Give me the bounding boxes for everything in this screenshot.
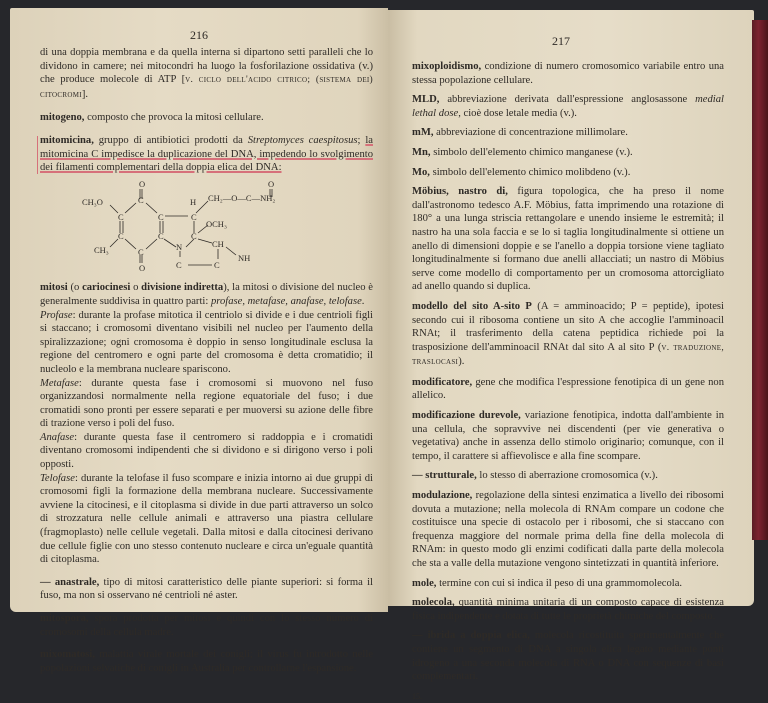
svg-text:O: O — [268, 178, 275, 189]
entry-mo: Mo, simbolo dell'elemento chimico molibdeno (v.). — [412, 166, 631, 178]
svg-text:C: C — [214, 259, 220, 270]
page-number: 217 — [552, 34, 570, 48]
svg-text:C: C — [158, 230, 164, 241]
entry-ibrida: — ibrida a doppia elica, molecola ricostituita sperimentalmente che contiene un segmento di DNA a singola elica legato mediante ponti idrogeno a una seconda molecola di RNA o DNA con sequenze di basi complementari. — [412, 630, 724, 683]
svg-text:CH: CH — [212, 238, 224, 249]
entry-mixoploidismo: mixoploidismo, condizione di numero cromosomico variabile entro una stessa popolazione cellulare. — [412, 61, 724, 86]
entry-mitomicina: mitomicina, gruppo di antibiotici prodotti da Streptomyces caespitosus; la mitomicina C impedisce la duplicazione del DNA, impedendo lo svolgimento dei filamenti complementari della doppia elica del DNA: — [40, 134, 373, 175]
svg-text:C: C — [158, 211, 164, 222]
signature-mark: 15. — [412, 691, 422, 701]
highlighted-text: la mitomicina C impedisce la duplicazione del DNA, impedendo lo svolgimento dei filamenti complementari della doppia elica del DNA: — [40, 134, 373, 174]
entry-modulazione: modulazione, regolazione della sintesi enzimatica a livello dei ribosomi dovuta a mutazione; nella molecola di RNAm compare un codone che costituisce una specie di ostacolo per i ribosomi, che si staccano con frequenza maggiore del normale prima della fine della molecola di RNAm: in questo modo gli enzimi codificati dalla parte della molecola che sta a valle della mutazione vengono sintetizzati in quantità inferiore. — [412, 490, 724, 569]
svg-text:C: C — [191, 230, 197, 241]
entry-mld: MLD, abbreviazione derivata dall'espressione anglosassone medial lethal dose, cioè dose letale media (v.). — [412, 94, 724, 119]
continued-entry: di una doppia membrana e da quella interna si dipartono setti paralleli che lo dividono in camere; nei mitocondri ha luogo la fosforilazione ossidativa (v.) che produce molecole di ATP [v. ciclo dell'acido citrico; (sistema dei) citocromi]. — [40, 47, 373, 100]
entry-modificatore: modificatore, gene che modifica l'espressione fenotipica di un gene non allelico. — [412, 376, 724, 402]
phase-profase: Profase: durante la profase mitotica il centriolo si divide e i due centrioli figli si staccano; i cromosomi diventano visibili nel nucleo per l'aumento della spiralizzazione; ogni cromosoma è doppio in senso longitudinale esclusa la regione del centromero e ogni parte del cromosoma è detta cromatidio; il nucleolo e la membrana nucleare spariscono. — [40, 309, 373, 375]
svg-text:CH₃O: CH₃O — [82, 196, 103, 207]
svg-text:CH₂—O—C—NH₂: CH₂—O—C—NH₂ — [208, 192, 276, 203]
entry-molecola: molecola, quantità minima unitaria di un composto capace di esistenza fisica indipendente e dotata di tutte le proprietà chimiche del composto. — [412, 597, 724, 622]
phase-metafase: Metafase: durante questa fase i cromosomi si muovono nel fuso organizzandosi normalmente nella regione equatoriale del fuso; i due cromatidi sono pronti per essere separati e per muoversi su azione delle fibre di trazione verso i poli del fuso. — [40, 377, 373, 430]
svg-text:C: C — [118, 230, 124, 241]
svg-text:O: O — [139, 262, 146, 273]
right-text-column — [412, 60, 724, 703]
phase-telofase: Telofase: durante la telofase il fuso scompare e inizia intorno ai due gruppi di cromosomi figli la formazione della membrana nucleare. Successivamente avviene la citocinesi, e il citoplasma si divide in due parti attraverso un solco di strozzatura nelle cellule animali e attraverso una piastra cellulare (fragmoplasto) nelle cellule vegetali. Dalla mitosi e dalla citocinesi derivano due cellule figlie con uno stesso contenuto nucleare e circa un'eguale quantità di citoplasma. — [40, 472, 373, 566]
left-page — [10, 8, 388, 674]
entry-strutturale: — strutturale, lo stesso di aberrazione cromosomica (v.). — [412, 470, 658, 482]
entry-mitosi: mitosi (o cariocinesi o divisione indiretta), la mitosi o divisione del nucleo è generalmente suddivisa in quattro parti: profase, metafase, anafase, telofase. — [40, 282, 374, 307]
entry-mitospora: mitospora, spora prodotta per mitosi e quindi con lo stesso numero di cromosomi della cellula madre. — [40, 613, 373, 638]
phase-anafase: Anafase: durante questa fase il centromero si raddoppia e i cromatidi diventano cromosomi indipendenti che si dividono e si dirigono verso i poli opposti. — [40, 431, 373, 471]
entry-mole: mole, termine con cui si indica il peso di una grammomolecola. — [412, 577, 683, 589]
page-number: 216 — [190, 28, 208, 42]
entry-mn: Mn, simbolo dell'elemento chimico manganese (v.). — [412, 146, 633, 158]
right-page — [388, 10, 754, 701]
entry-mobius: Möbius, nastro di, figura topologica, che ha preso il nome dall'astronomo tedesco A.F. Möbius, fatta imprimendo una rotazione di 180° a una lunga striscia rettangolare e unendo insieme le estremità; il nastro ha una sola faccia e se lo si taglia longitudinalmente si ottiene un anello di dimensioni doppie e se l'anello a doppia torsione viene tagliato longitudinalmente si formano due anelli allacciati; un nastro di Möbius serve come modello di comportamento per un cromosoma attorcigliato ad anello quando si duplica. — [412, 186, 724, 293]
book-cover-edge — [752, 20, 768, 540]
entry-mixomatosi: mixomatosi, malattia virale mortale dei conigli; il virus fu introdotto nelle popolazioni selvatiche di conigli in Australia per controllarne l'espansione. — [40, 649, 373, 674]
svg-text:C: C — [138, 246, 144, 257]
left-text-column — [40, 46, 373, 684]
svg-text:N: N — [176, 241, 183, 252]
svg-text:NH: NH — [238, 252, 251, 263]
entry-modificazione-durevole: modificazione durevole, variazione fenotipica, indotta dall'ambiente in una cellula, che sopravvive nei discendenti (per vie generativa o vegetativa) anche in assenza dello stimolo originario; comunque, con il tempo, il carattere si affievolisce e alla fine scompare. — [412, 410, 724, 462]
mitomycin-structure-diagram — [40, 177, 373, 273]
entry-modello-sito: modello del sito A-sito P (A = amminoacido; P = peptide), ipotesi secondo cui il ribosoma contiene un sito A che accoglie l'amminoacil RNAt; il trasferimento della catena peptidica richiede poi la trasposizione dell'amminoacil RNAt dal sito A al sito P (v. traduzione, traslocasi). — [412, 300, 725, 368]
svg-text:C: C — [176, 259, 182, 270]
svg-text:O: O — [139, 178, 146, 189]
svg-text:CH₃: CH₃ — [94, 244, 109, 255]
svg-text:C: C — [138, 194, 144, 205]
entry-mitogeno: mitogeno, composto che provoca la mitosi cellulare. — [40, 112, 264, 124]
entry-anastrale: — anastrale, tipo di mitosi caratteristico delle piante superiori: si forma il fuso, ma non si osservano né centrioli né aster. — [40, 576, 374, 602]
svg-text:OCH₃: OCH₃ — [206, 218, 227, 229]
entry-mm: mM, abbreviazione di concentrazione millimolare. — [412, 127, 628, 139]
svg-text:C: C — [191, 211, 197, 222]
pen-margin-mark — [37, 136, 38, 174]
svg-text:H: H — [190, 196, 197, 207]
svg-text:C: C — [118, 211, 124, 222]
